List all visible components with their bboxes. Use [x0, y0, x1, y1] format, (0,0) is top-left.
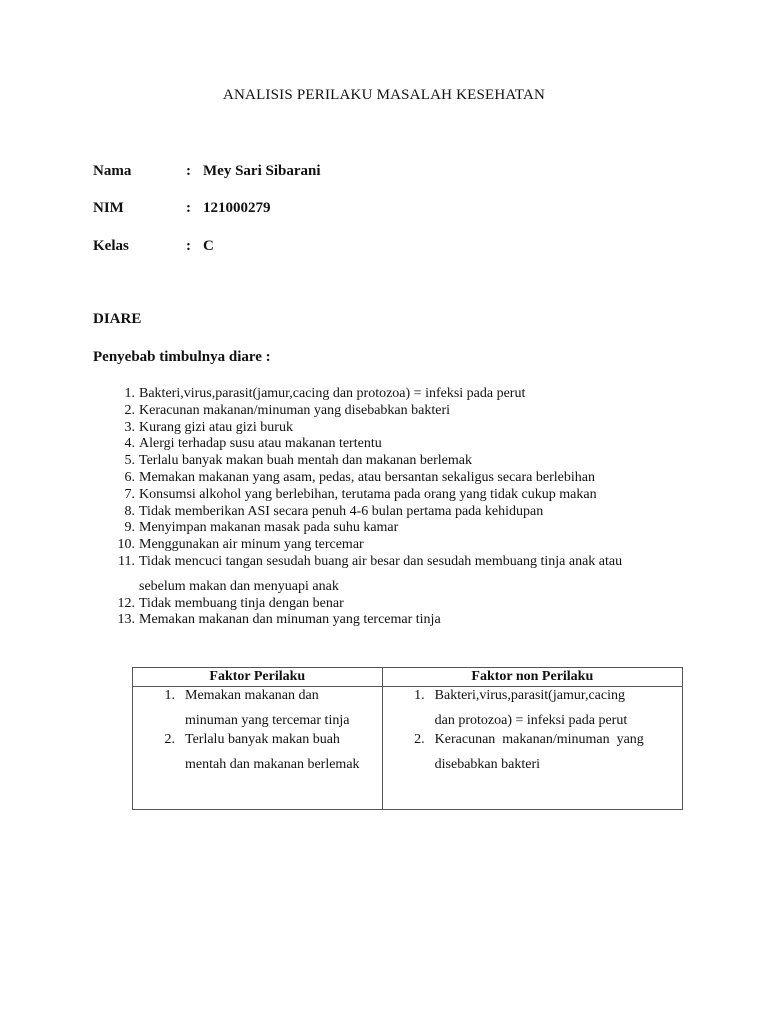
- kelas-colon: :: [186, 238, 191, 254]
- list-item: 4. Alergi terhadap susu atau makanan tertentu: [124, 436, 382, 452]
- kelas-value: C: [203, 238, 214, 254]
- list-item: 8. Tidak memberikan ASI secara penuh 4-6 bulan pertama pada kehidupan: [124, 503, 544, 519]
- list-item: 9. Menyimpan makanan masak pada suhu kamar: [124, 520, 399, 536]
- nim-colon: :: [186, 200, 191, 216]
- causes-list: [93, 386, 693, 629]
- nama-value: Mey Sari Sibarani: [203, 163, 321, 179]
- list-item: 12. Tidak membuang tinja dengan benar: [117, 595, 344, 611]
- header-faktor-non-perilaku: Faktor non Perilaku: [382, 668, 682, 687]
- nama-colon: :: [186, 163, 191, 179]
- table-header-row: [133, 668, 683, 687]
- perilaku-list: [133, 687, 382, 773]
- list-item: 13. Memakan makanan dan minuman yang tercemar tinja: [117, 612, 441, 628]
- nim-value: 121000279: [203, 200, 271, 216]
- list-item: 2. Keracunan makanan/minuman yang disebabkan bakteri: [124, 402, 450, 418]
- nama-label: Nama: [93, 163, 132, 179]
- factor-table: [132, 667, 683, 810]
- nim-label: NIM: [93, 200, 124, 216]
- non-perilaku-list: [383, 687, 682, 773]
- section-heading: DIARE: [93, 311, 142, 327]
- list-item: 7. Konsumsi alkohol yang berlebihan, terutama pada orang yang tidak cukup makan: [124, 486, 597, 502]
- list-item: 1. Bakteri,virus,parasit(jamur,cacing dan protozoa) = infeksi pada perut: [414, 688, 628, 728]
- list-item: 10. Menggunakan air minum yang tercemar: [117, 537, 364, 553]
- list-item: 1. Bakteri,virus,parasit(jamur,cacing dan protozoa) = infeksi pada perut: [124, 386, 526, 401]
- document-title: ANALISIS PERILAKU MASALAH KESEHATAN: [222, 87, 546, 103]
- list-item: 11. Tidak mencuci tangan sesudah buang air besar dan sesudah membuang tinja anak atau sebelum makan dan menyuapi anak: [118, 553, 623, 594]
- list-item: 2. Terlalu banyak makan buah mentah dan makanan berlemak: [164, 732, 360, 772]
- list-item: 1. Memakan makanan dan minuman yang tercemar tinja: [164, 688, 350, 728]
- header-faktor-perilaku: Faktor Perilaku: [133, 668, 383, 687]
- table-row: [133, 687, 683, 810]
- cell-faktor-non-perilaku: [382, 687, 682, 810]
- list-item: 6. Memakan makanan yang asam, pedas, atau bersantan sekaligus secara berlebihan: [124, 469, 595, 485]
- list-item: 5. Terlalu banyak makan buah mentah dan makanan berlemak: [124, 453, 472, 469]
- causes-heading: Penyebab timbulnya diare :: [93, 349, 271, 365]
- kelas-label: Kelas: [93, 238, 129, 254]
- list-item: 2. Keracunan makanan/minuman yang disebabkan bakteri: [414, 732, 644, 772]
- cell-faktor-perilaku: [133, 687, 383, 810]
- list-item: 3. Kurang gizi atau gizi buruk: [124, 419, 293, 435]
